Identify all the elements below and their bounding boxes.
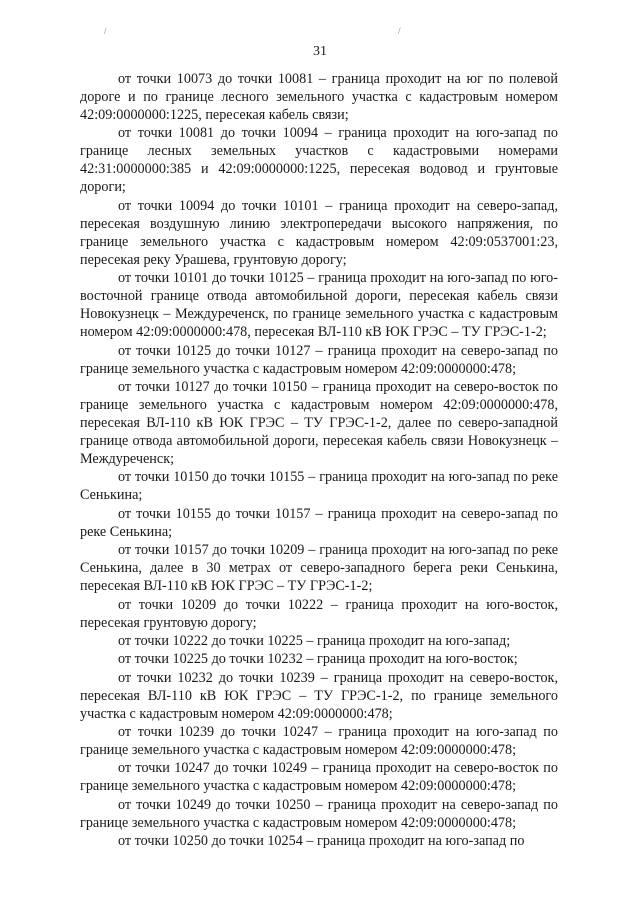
boundary-paragraph: от точки 10081 до точки 10094 – граница проходит на юго-запад по границе лесных земельных участков с кадастровыми номерами 42:31:0000000:385 и 42:09:0000000:1225, пересекая водовод и грунтовые дороги; xyxy=(80,125,558,196)
scan-mark: / xyxy=(398,26,401,36)
boundary-paragraph: от точки 10073 до точки 10081 – граница проходит на юг по полевой дороге и по границе лесного земельного участка с кадастровым номером 42:09:0000000:1225, пересекая кабель связи; xyxy=(80,71,558,123)
boundary-paragraph: от точки 10155 до точки 10157 – граница проходит на северо-запад по реке Сенькина; xyxy=(80,505,558,540)
boundary-paragraph: от точки 10127 до точки 10150 – граница проходит на северо-восток по границе земельного участка с кадастровым номером 42:09:0000000:478, пересекая ВЛ-110 кВ ЮК ГРЭС – ТУ ГРЭС-1-2, далее по северо-западной границе отвода автомобильной дороги, пересекая кабель связи Новокузнецк – Междуреченск; xyxy=(80,378,558,467)
boundary-paragraph: от точки 10239 до точки 10247 – граница проходит на юго-запад по границе земельного участка с кадастровым номером 42:09:0000000:478; xyxy=(80,724,558,759)
boundary-paragraph: от точки 10209 до точки 10222 – граница проходит на юго-восток, пересекая грунтовую дорогу; xyxy=(80,596,558,631)
boundary-paragraph: от точки 10125 до точки 10127 – граница проходит на северо-запад по границе земельного участка с кадастровым номером 42:09:0000000:478; xyxy=(80,342,558,377)
boundary-paragraph: от точки 10157 до точки 10209 – граница проходит на юго-запад по реке Сенькина, далее в 30 метрах от северо-западного берега реки Сенькина, пересекая ВЛ-110 кВ ЮК ГРЭС – ТУ ГРЭС-1-2; xyxy=(80,542,558,595)
boundary-paragraph: от точки 10249 до точки 10250 – граница проходит на северо-запад по границе земельного участка с кадастровым номером 42:09:0000000:478; xyxy=(80,796,558,831)
boundary-paragraph: от точки 10150 до точки 10155 – граница проходит на юго-запад по реке Сенькина; xyxy=(80,469,558,504)
boundary-paragraph: от точки 10250 до точки 10254 – граница проходит на юго-запад по xyxy=(118,833,525,850)
boundary-paragraph: от точки 10232 до точки 10239 – граница проходит на северо-восток, пересекая ВЛ-110 кВ ЮК ГРЭС – ТУ ГРЭС-1-2, по границе земельного участка с кадастровым номером 42:09:0000000:478; xyxy=(80,669,558,722)
boundary-paragraph: от точки 10094 до точки 10101 – граница проходит на северо-запад, пересекая воздушную линию электропередачи высокого напряжения, по границе земельного участка с кадастровым номером 42:09:0537001:23, пересекая реку Урашева, грунтовую дорогу; xyxy=(80,197,558,268)
document-body xyxy=(80,70,558,851)
boundary-paragraph: от точки 10247 до точки 10249 – граница проходит на северо-восток по границе земельного участка с кадастровым номером 42:09:0000000:478; xyxy=(80,760,558,795)
page-number: 31 xyxy=(313,44,327,59)
boundary-paragraph: от точки 10101 до точки 10125 – граница проходит на юго-запад по юго-восточной границе отвода автомобильной дороги, пересекая кабель связи Новокузнецк – Междуреченск, по границе земельного участка с кадастровым номером 42:09:0000000:478, пересекая ВЛ-110 кВ ЮК ГРЭС – ТУ ГРЭС-1-2; xyxy=(80,270,558,341)
boundary-paragraph: от точки 10222 до точки 10225 – граница проходит на юго-запад; xyxy=(118,632,511,649)
scan-mark: / xyxy=(104,26,107,36)
boundary-paragraph: от точки 10225 до точки 10232 – граница проходит на юго-восток; xyxy=(118,651,518,668)
